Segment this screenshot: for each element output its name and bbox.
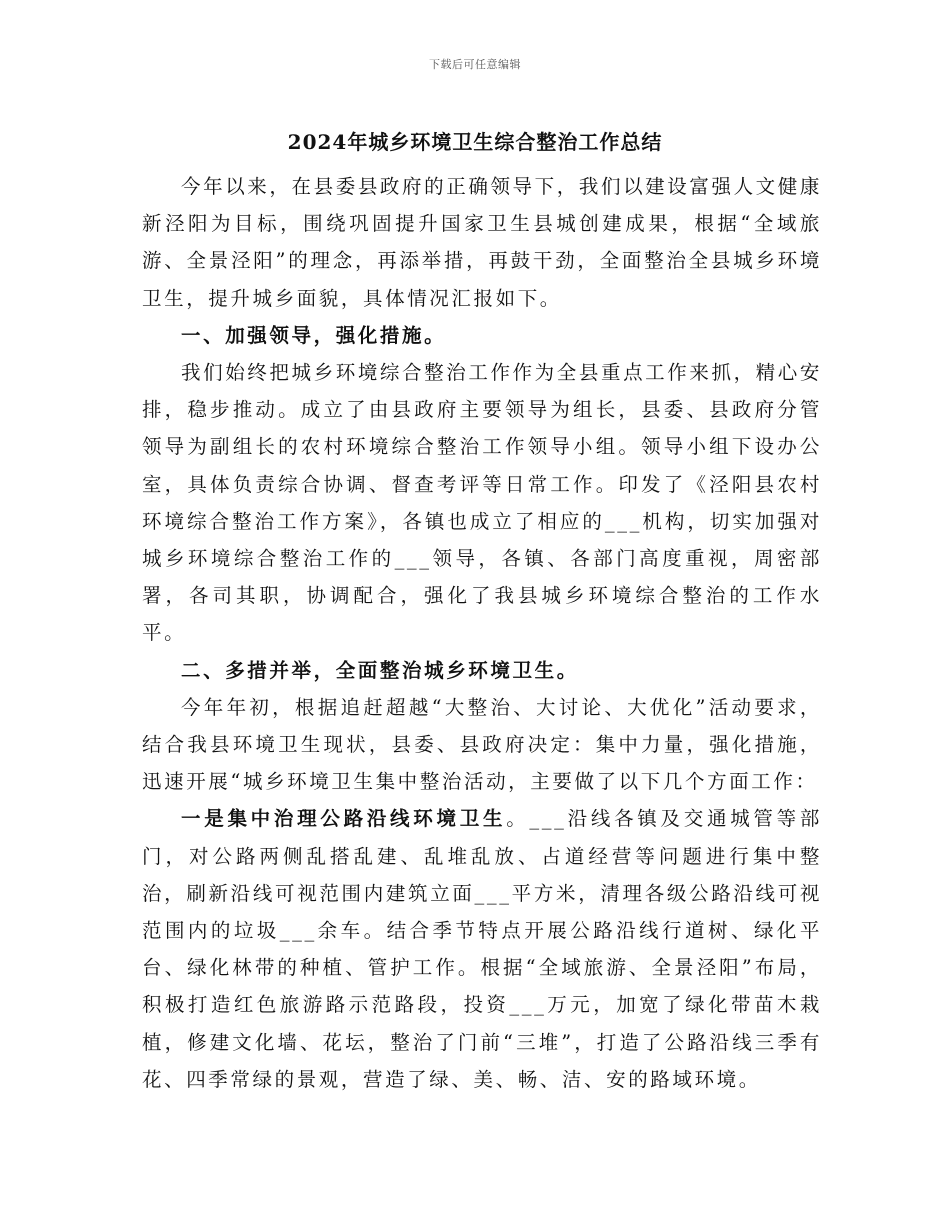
item-1-paragraph [142, 800, 822, 1098]
document-body [142, 168, 822, 1098]
item-1-text: 。___沿线各镇及交通城管等部门，对公路两侧乱搭乱建、乱堆乱放、占道经营等问题进行集中整治，刷新沿线可视范围内建筑立面___平方米，清理各级公路沿线可视范围内的垃圾___余车。结合季节特点开展公路沿线行道树、绿化平台、绿化林带的种植、管护工作。根据“全域旅游、全景泾阳”布局，积极打造红色旅游路示范路段，投资___万元，加宽了绿化带苗木栽植，修建文化墙、花坛，整治了门前“三堆”，打造了公路沿线三季有花、四季常绿的景观，营造了绿、美、畅、洁、安的路域环境。 [142, 807, 822, 1091]
section-heading-1: 一、加强领导，强化措施。 [181, 323, 447, 347]
document-title: 2024年城乡环境卫生综合整治工作总结 [287, 130, 663, 154]
section-1-paragraph: 我们始终把城乡环境综合整治工作作为全县重点工作来抓，精心安排，稳步推动。成立了由县政府主要领导为组长，县委、县政府分管领导为副组长的农村环境综合整治工作领导小组。领导小组下设办公室，具体负责综合协调、督查考评等日常工作。印发了《泾阳县农村环境综合整治工作方案》，各镇也成立了相应的___机构，切实加强对城乡环境综合整治工作的___领导，各镇、各部门高度重视，周密部署，各司其职，协调配合，强化了我县城乡环境综合整治的工作水平。 [142, 361, 822, 645]
header-note: 下载后可任意编辑 [429, 58, 521, 71]
section-2-paragraph: 今年年初，根据追赶超越“大整治、大讨论、大优化”活动要求，结合我县环境卫生现状，县委、县政府决定：集中力量，强化措施，迅速开展“城乡环境卫生集中整治活动，主要做了以下几个方面工作： [142, 695, 822, 794]
intro-paragraph: 今年以来，在县委县政府的正确领导下，我们以建设富强人文健康新泾阳为目标，围绕巩固提升国家卫生县城创建成果，根据“全域旅游、全景泾阳”的理念，再添举措，再鼓干劲，全面整治全县城乡环境卫生，提升城乡面貌，具体情况汇报如下。 [142, 175, 822, 310]
section-heading-2: 二、多措并举，全面整治城乡环境卫生。 [181, 658, 579, 682]
item-1-lead: 一是集中治理公路沿线环境卫生 [181, 807, 507, 831]
